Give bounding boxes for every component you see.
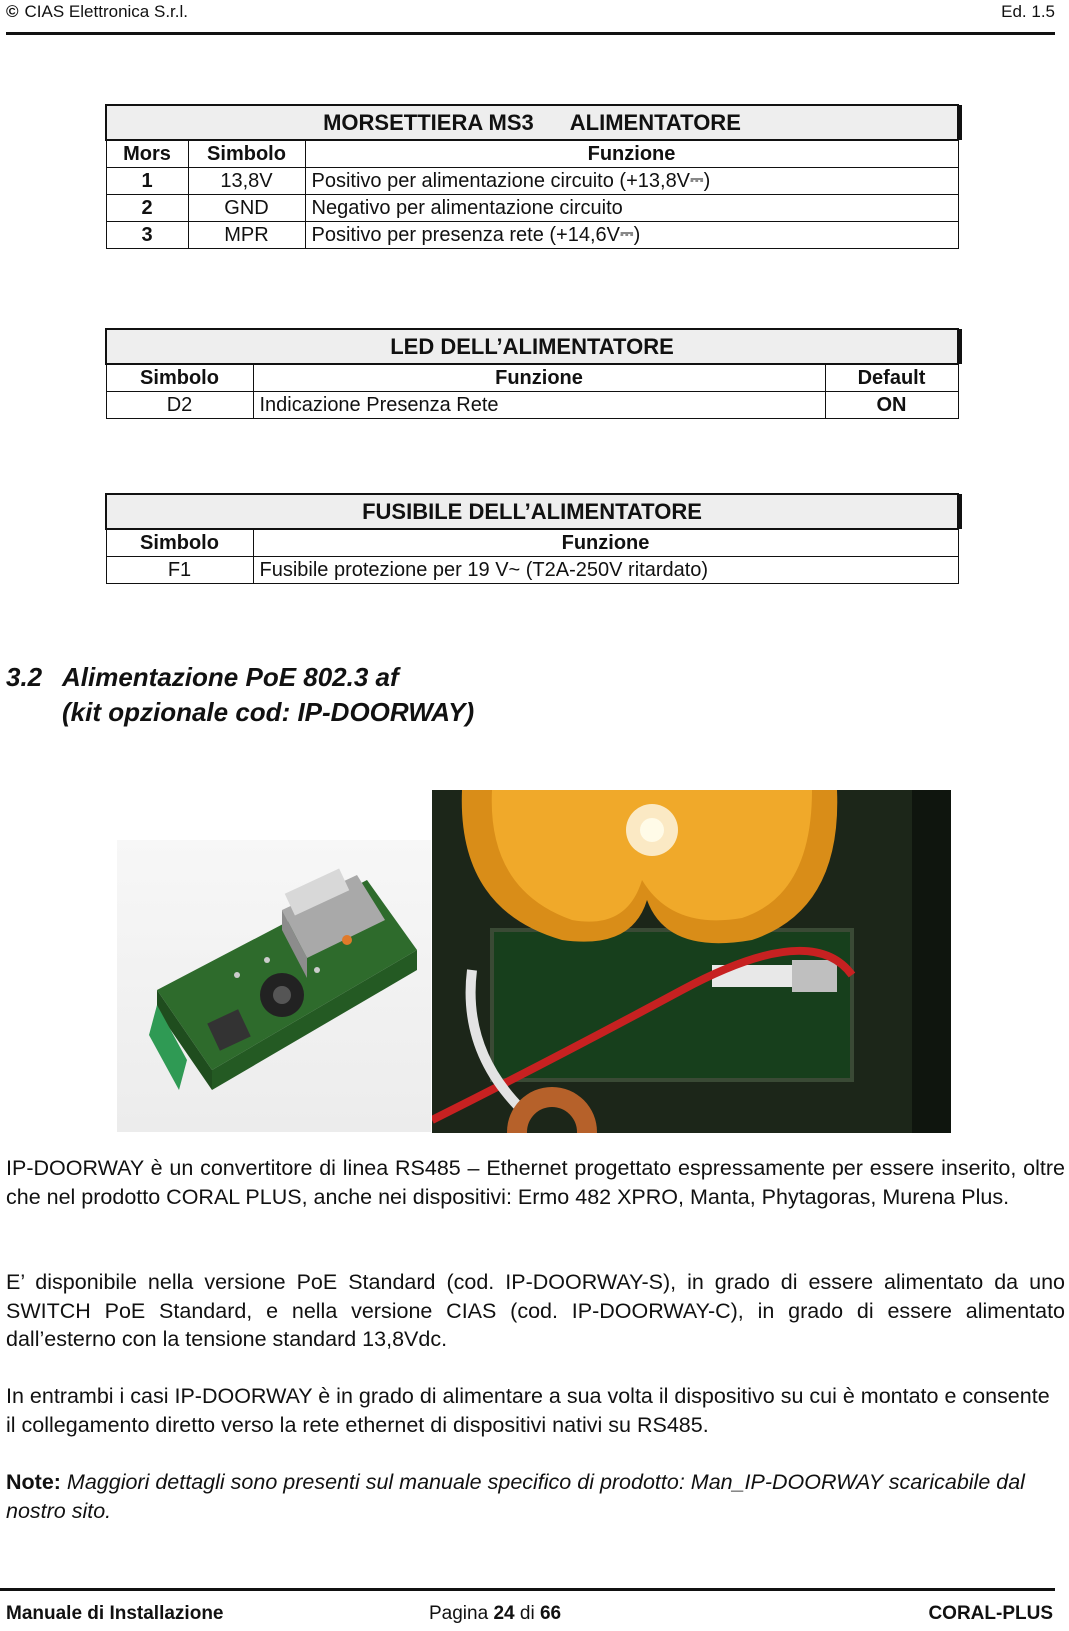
cell-funzione: Indicazione Presenza Rete xyxy=(253,392,825,419)
company-name: CIAS Elettronica S.r.l. xyxy=(24,2,188,21)
dc-symbol-icon: ⎓ xyxy=(690,169,704,189)
table-row xyxy=(106,168,958,195)
cell-simbolo: D2 xyxy=(106,392,253,419)
installed-device-illustration xyxy=(432,790,951,1133)
col-header-funzione: Funzione xyxy=(253,364,825,392)
cell-mors: 1 xyxy=(106,168,188,195)
col-header-simbolo: Simbolo xyxy=(188,140,305,168)
table-fuse-title: FUSIBILE DELL’ALIMENTATORE xyxy=(106,494,958,529)
table-led xyxy=(105,328,959,419)
cell-funzione-close: ) xyxy=(633,223,641,246)
page-total: 66 xyxy=(539,1603,562,1624)
copyright-icon: © xyxy=(6,2,19,21)
installed-device-photo xyxy=(432,790,951,1133)
table-ms3-title xyxy=(106,105,958,140)
cell-simbolo: GND xyxy=(188,195,305,222)
section-title-line2: (kit opzionale cod: IP-DOORWAY) xyxy=(62,697,475,727)
table-row xyxy=(106,222,958,249)
cell-funzione: Negativo per alimentazione circuito xyxy=(305,195,958,222)
cell-default: ON xyxy=(825,392,958,419)
col-header-simbolo: Simbolo xyxy=(106,364,253,392)
cell-simbolo: 13,8V xyxy=(188,168,305,195)
note-label: Note: xyxy=(6,1470,61,1494)
table-ms3 xyxy=(105,104,959,249)
table-fuse xyxy=(105,493,959,584)
cell-funzione xyxy=(305,222,958,249)
table-ms3-title-b: ALIMENTATORE xyxy=(569,109,741,135)
col-header-mors: Mors xyxy=(106,140,188,168)
cell-funzione-close: ) xyxy=(703,169,711,192)
section-title-line1: Alimentazione PoE 802.3 af xyxy=(62,662,399,692)
cell-simbolo: F1 xyxy=(106,557,253,584)
col-header-simbolo: Simbolo xyxy=(106,529,253,557)
section-heading xyxy=(6,660,474,730)
cell-simbolo: MPR xyxy=(188,222,305,249)
page-header xyxy=(6,0,1055,35)
pcb-module-illustration xyxy=(117,840,431,1132)
pcb-module-photo xyxy=(117,840,431,1132)
col-header-default: Default xyxy=(825,364,958,392)
dc-symbol-icon: ⎓ xyxy=(620,223,634,243)
paragraph-power: In entrambi i casi IP-DOORWAY è in grado di alimentare a sua volta il dispositivo su cui è montato e consente il collegamento diretto verso la rete ethernet di dispositivi nativi su RS485. xyxy=(6,1384,1050,1437)
footer-product: CORAL-PLUS xyxy=(928,1603,1053,1624)
page-footer xyxy=(0,1588,1055,1631)
cell-funzione: Fusibile protezione per 19 V~ (T2A-250V ritardato) xyxy=(253,557,958,584)
section-number: 3.2 xyxy=(6,662,43,692)
note-text: Maggiori dettagli sono presenti sul manuale specifico di prodotto: Man_IP-DOORWAY scaricabile dal nostro sito. xyxy=(6,1470,1025,1523)
page-sep: di xyxy=(519,1603,535,1624)
paragraph-intro: IP-DOORWAY è un convertitore di linea RS485 – Ethernet progettato espressamente per essere inserito, oltre che nel prodotto CORAL PLUS, anche nei dispositivi: Ermo 482 XPRO, Manta, Phytagoras, Murena Plus. xyxy=(6,1156,1065,1209)
page-prefix: Pagina xyxy=(429,1603,489,1624)
table-row xyxy=(106,392,958,419)
table-row xyxy=(106,195,958,222)
cell-mors: 3 xyxy=(106,222,188,249)
paragraph-note xyxy=(6,1468,1065,1525)
page-num: 24 xyxy=(493,1603,515,1624)
col-header-funzione: Funzione xyxy=(253,529,958,557)
table-led-title: LED DELL’ALIMENTATORE xyxy=(106,329,958,364)
footer-page-number xyxy=(429,1603,561,1625)
header-edition: Ed. 1.5 xyxy=(1001,2,1055,21)
paragraph-versions: E’ disponibile nella versione PoE Standard (cod. IP-DOORWAY-S), in grado di essere alimentato da uno SWITCH PoE Standard, e nella versione CIAS (cod. IP-DOORWAY-C), in grado di essere alimentato dall’esterno con la tensione standard 13,8Vdc. xyxy=(6,1270,1065,1351)
header-company xyxy=(6,2,188,22)
table-row xyxy=(106,557,958,584)
cell-funzione-text: Positivo per alimentazione circuito (+13,8V xyxy=(311,169,691,192)
col-header-funzione: Funzione xyxy=(305,140,958,168)
table-ms3-title-a: MORSETTIERA MS3 xyxy=(323,109,534,135)
cell-funzione xyxy=(305,168,958,195)
cell-funzione-text: Positivo per presenza rete (+14,6V xyxy=(311,223,621,246)
footer-manual-title: Manuale di Installazione xyxy=(6,1603,224,1624)
cell-mors: 2 xyxy=(106,195,188,222)
